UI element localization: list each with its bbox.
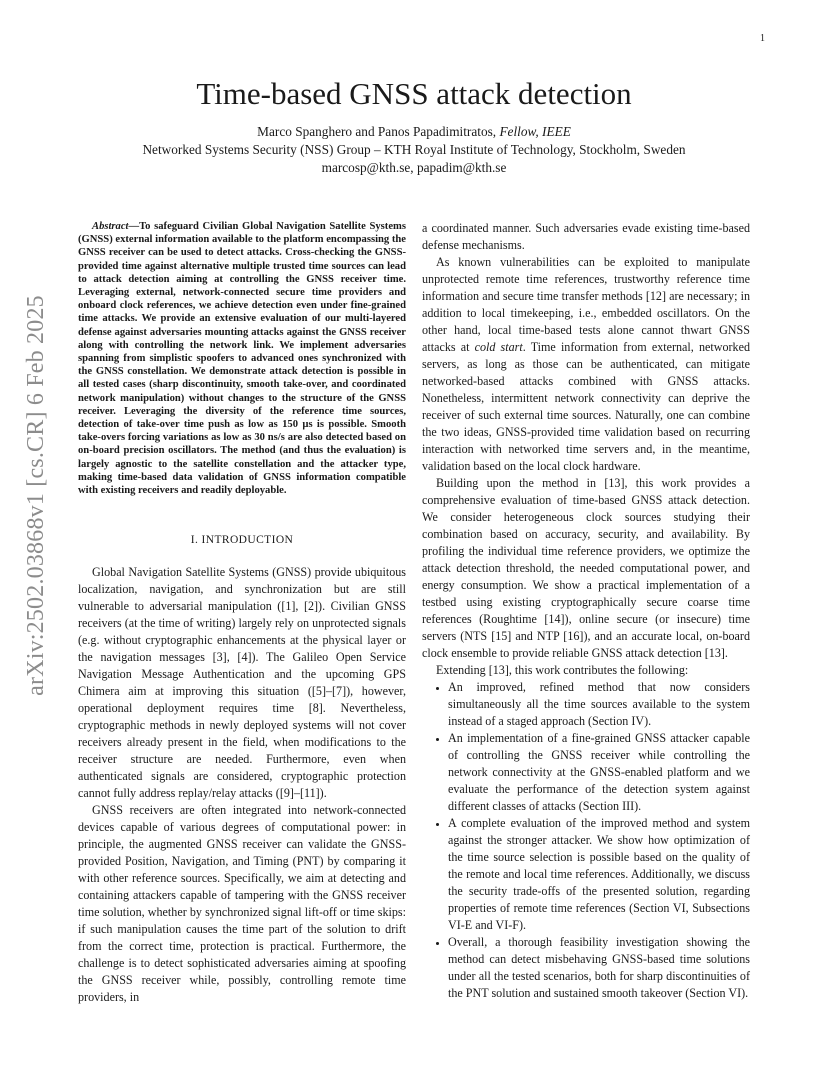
page-number: 1 [760,33,765,44]
right-column [422,220,750,1002]
intro-paragraph-continuation: a coordinated manner. Such adversaries evade existing time-based defense mechanisms. [422,221,750,252]
abstract-label: Abstract [92,221,129,232]
contribution-item: • A complete evaluation of the improved method and system against the stronger attacker. We show how optimization of the time source selection is possible based on the quality of the remote and local time references. Additionally, we discuss the security trade-offs of the presented solution, regarding properties of remote time references (Section VI, Subsections VI-E and VI-F). [448,815,750,934]
left-column [78,220,406,1006]
author-emails: marcosp@kth.se, papadim@kth.se [321,160,507,175]
intro-paragraph-5: Extending [13], this work contributes the following: [436,663,689,677]
intro-paragraph-1: Global Navigation Satellite Systems (GNSS) provide ubiquitous localization, navigation, and synchronization but are still vulnerable to adversarial manipulation ([1], [2]). Civilian GNSS receivers (at the time of writing) largely rely on unprotected signals (e.g. without cryptographic enhancements at the physical layer or the navigation messages [3], [4]). The Galileo Open Service Navigation Message Authentication and the upcoming GPS Chimera aim at improving this situation ([5]–[7]), however, operational deployment requires time [8]. Nevertheless, cryptographic methods in newly deployed systems will not cover receivers already present in the field, when modifications to the receiver structure are needed. Furthermore, even when authenticated signals are considered, cryptographic protection cannot fully address replay/relay attacks ([9]–[11]). [78,565,406,801]
author-fellow-title: Fellow, IEEE [499,124,571,139]
contribution-list [422,679,750,1002]
author-affiliation: Networked Systems Security (NSS) Group – KTH Royal Institute of Technology, Stockholm, Sweden [142,142,686,157]
author-block [60,123,768,177]
contribution-item: • Overall, a thorough feasibility investigation showing the method can detect misbehaving GNSS-based time solutions under all the tested scenarios, both for sharp discontinuities of the PNT solution and sustained smooth takeover (Section VI). [448,934,750,1002]
section-heading-introduction: I. INTRODUCTION [190,534,294,547]
paragraph-text: As known vulnerabilities can be exploited to manipulate unprotected remote time references, trustworthy reference time information and secure time transfer methods [12] are necessary; in addition to local timekeeping, i.e., embedded oscillators. On the other hand, local time-based tests alone cannot thwart GNSS attacks at [422,255,750,354]
author-line [60,123,768,141]
arxiv-identifier-text: arXiv:2502.03868v1 [cs.CR] 6 Feb 2025 [22,294,49,696]
contribution-item: • An improved, refined method that now considers simultaneously all the time sources available to the system instead of a staged approach (Section IV). [448,679,750,730]
abstract-text: —To safeguard Civilian Global Navigation Satellite Systems (GNSS) external information available to the platform encompassing the GNSS receiver can be used to detect attacks. Cross-checking the GNSS-provided time against alternative multiple trusted time sources can lead to attack detection aiming at controlling the GNSS receiver time. Leveraging external, network-connected secure time providers and onboard clock references, we achieve detection even under fine-grained time attacks. We provide an extensive evaluation of our multi-layered defense against adversaries mounting attacks against the GNSS receiver along with controlling the network link. We implement adversaries spanning from simplistic spoofers to advanced ones synchronized with the GNSS constellation. We demonstrate attack detection is possible in all tested cases (sharp discontinuity, smooth take-over, and coordinated network manipulation) without changes to the structure of the GNSS receiver. Leveraging the diversity of the reference time sources, detection of take-over time push as low as 150 µs is possible. Smooth take-overs forcing variations as low as 30 ns/s are also detected based on on-board precision oscillators. The method (and thus the evaluation) is largely agnostic to the satellite constellation and the attacker type, making time-based data validation of GNSS information compatible with existing receivers and readily deployable. [78,221,406,497]
abstract [78,220,406,497]
contribution-item: • An implementation of a fine-grained GNSS attacker capable of controlling the GNSS receiver while controlling the network connectivity at the GNSS-enabled platform and we evaluate the performance of the detection system against different classes of attacks (Section III). [448,730,750,815]
intro-paragraph-2: GNSS receivers are often integrated into network-connected devices capable of various degrees of computational power: in principle, the augmented GNSS receiver can validate the GNSS-provided Position, Navigation, and Timing (PNT) by comparing it with other reference sources. Specifically, we aim at detecting and containing attackers capable of tampering with the GNSS receiver time solution, whether by synchronized signal lift-off or time skips: if such manipulation causes the time part of the solution to drift from the correct time, protection is practical. Furthermore, the challenge is to detect sophisticated adversaries aiming at spoofing the GNSS receiver while, possibly, controlling remote time providers, in [78,803,406,1005]
paragraph-text: . Time information from external, networked servers, as long as those can be authenticated, can mitigate networked-based attacks combined with GNSS attacks. Nonetheless, intermittent network connectivity can deprive the receiver of such external time sources. Naturally, one can combine the two ideas, GNSS-provided time validation based on recurring interaction with networked time servers and, in the meantime, validation based on the local clock hardware. [422,340,750,473]
author-names: Marco Spanghero and Panos Papadimitratos, [257,124,497,139]
paragraph-emphasis: cold start [474,340,523,354]
intro-paragraph-3 [422,254,750,475]
intro-paragraph-4: Building upon the method in [13], this work provides a comprehensive evaluation of time-based GNSS attack detection. We consider heterogeneous clock sources studying their combination based on accuracy, security, and availability. By profiling the individual time reference providers, we optimize the attack detection threshold, the needed computational power, and energy consumption. We show a practical implementation of a testbed using existing cryptographically secure coarse time references (Roughtime [14]), online secure (or insecure) time servers (NTS [15] and NTP [16]), and an accurate local, on-board clock ensemble to provide reliable GNSS attack detection [13]. [422,476,750,660]
arxiv-identifier-stamp [24,295,48,695]
paper-title: Time-based GNSS attack detection [196,76,632,111]
